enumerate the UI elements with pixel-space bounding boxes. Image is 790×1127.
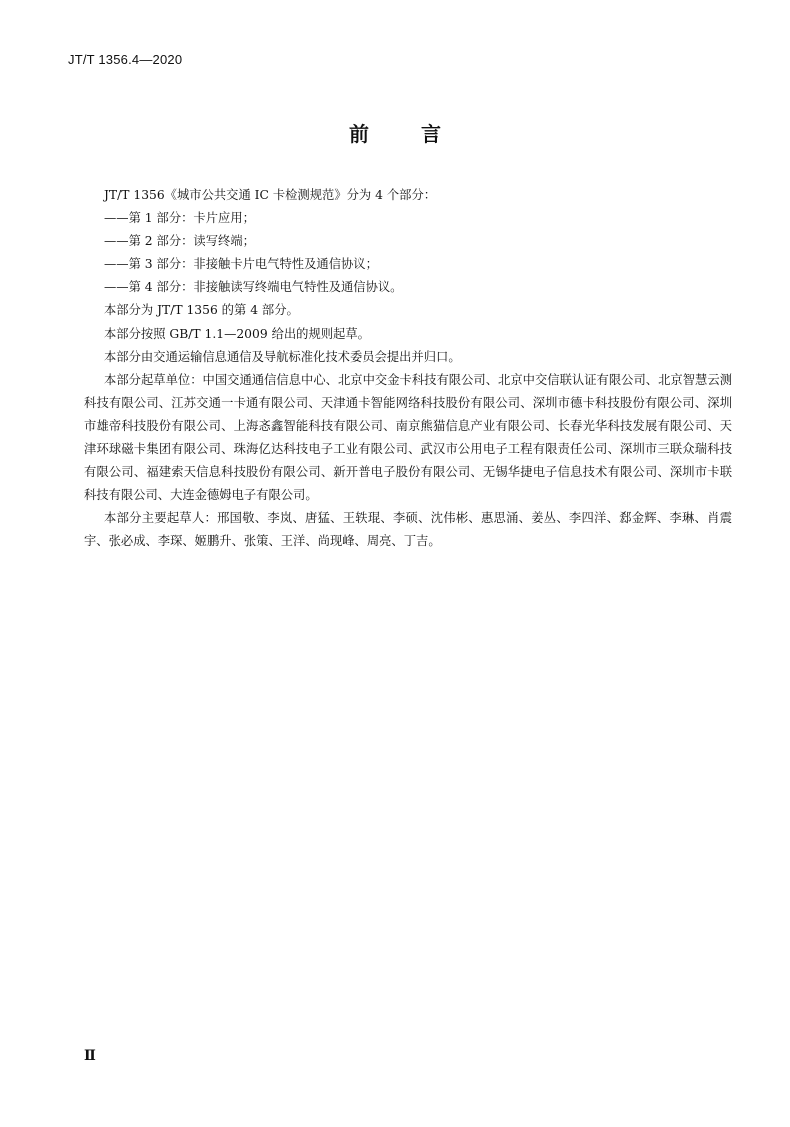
proposer-line: 本部分由交通运输信息通信及导航标准化技术委员会提出并归口。 [104, 349, 461, 364]
foreword-body [84, 184, 732, 554]
drafting-rules-line: 本部分按照 GB/T 1.1—2009 给出的规则起草。 [104, 326, 370, 341]
part-3-line: ——第 3 部分：非接触卡片电气特性及通信协议； [104, 257, 378, 272]
part-4-line: ——第 4 部分：非接触读写终端电气特性及通信协议。 [104, 280, 403, 295]
document-code-header: JT/T 1356.4—2020 [68, 52, 183, 67]
page-number: Ⅱ [84, 1048, 96, 1064]
part-statement-line: 本部分为 JT/T 1356 的第 4 部分。 [104, 303, 299, 318]
drafters-paragraph: 本部分主要起草人：邢国敬、李岚、唐猛、王轶琨、李硕、沈伟彬、惠思涌、姜丛、李四洋、郄金辉、李琳、肖震宇、张必成、李琛、姬鹏升、张策、王洋、尚现峰、周亮、丁吉。 [84, 511, 732, 549]
part-2-line: ——第 2 部分：读写终端； [104, 234, 255, 249]
page-title-char-2: 言 [421, 122, 441, 146]
page-title-char-1: 前 [349, 122, 369, 146]
parts-intro-line: JT/T 1356《城市公共交通 IC 卡检测规范》分为 4 个部分： [104, 188, 437, 202]
page-title [0, 118, 790, 147]
part-1-line: ——第 1 部分：卡片应用； [104, 211, 255, 226]
drafting-units-paragraph: 本部分起草单位：中国交通通信信息中心、北京中交金卡科技有限公司、北京中交信联认证有限公司、北京智慧云测科技有限公司、江苏交通一卡通有限公司、天津通卡智能网络科技股份有限公司、深圳市德卡科技股份有限公司、深圳市雄帝科技股份有限公司、上海忞鑫智能科技有限公司、南京熊猫信息产业有限公司、长春光华科技发展有限公司、天津环球磁卡集团有限公司、珠海亿达科技电子工业有限公司、武汉市公用电子工程有限责任公司、深圳市三联众瑞科技有限公司、福建索天信息科技股份有限公司、新开普电子股份有限公司、无锡华捷电子信息技术有限公司、深圳市卡联科技有限公司、大连金德姆电子有限公司。 [84, 372, 732, 503]
